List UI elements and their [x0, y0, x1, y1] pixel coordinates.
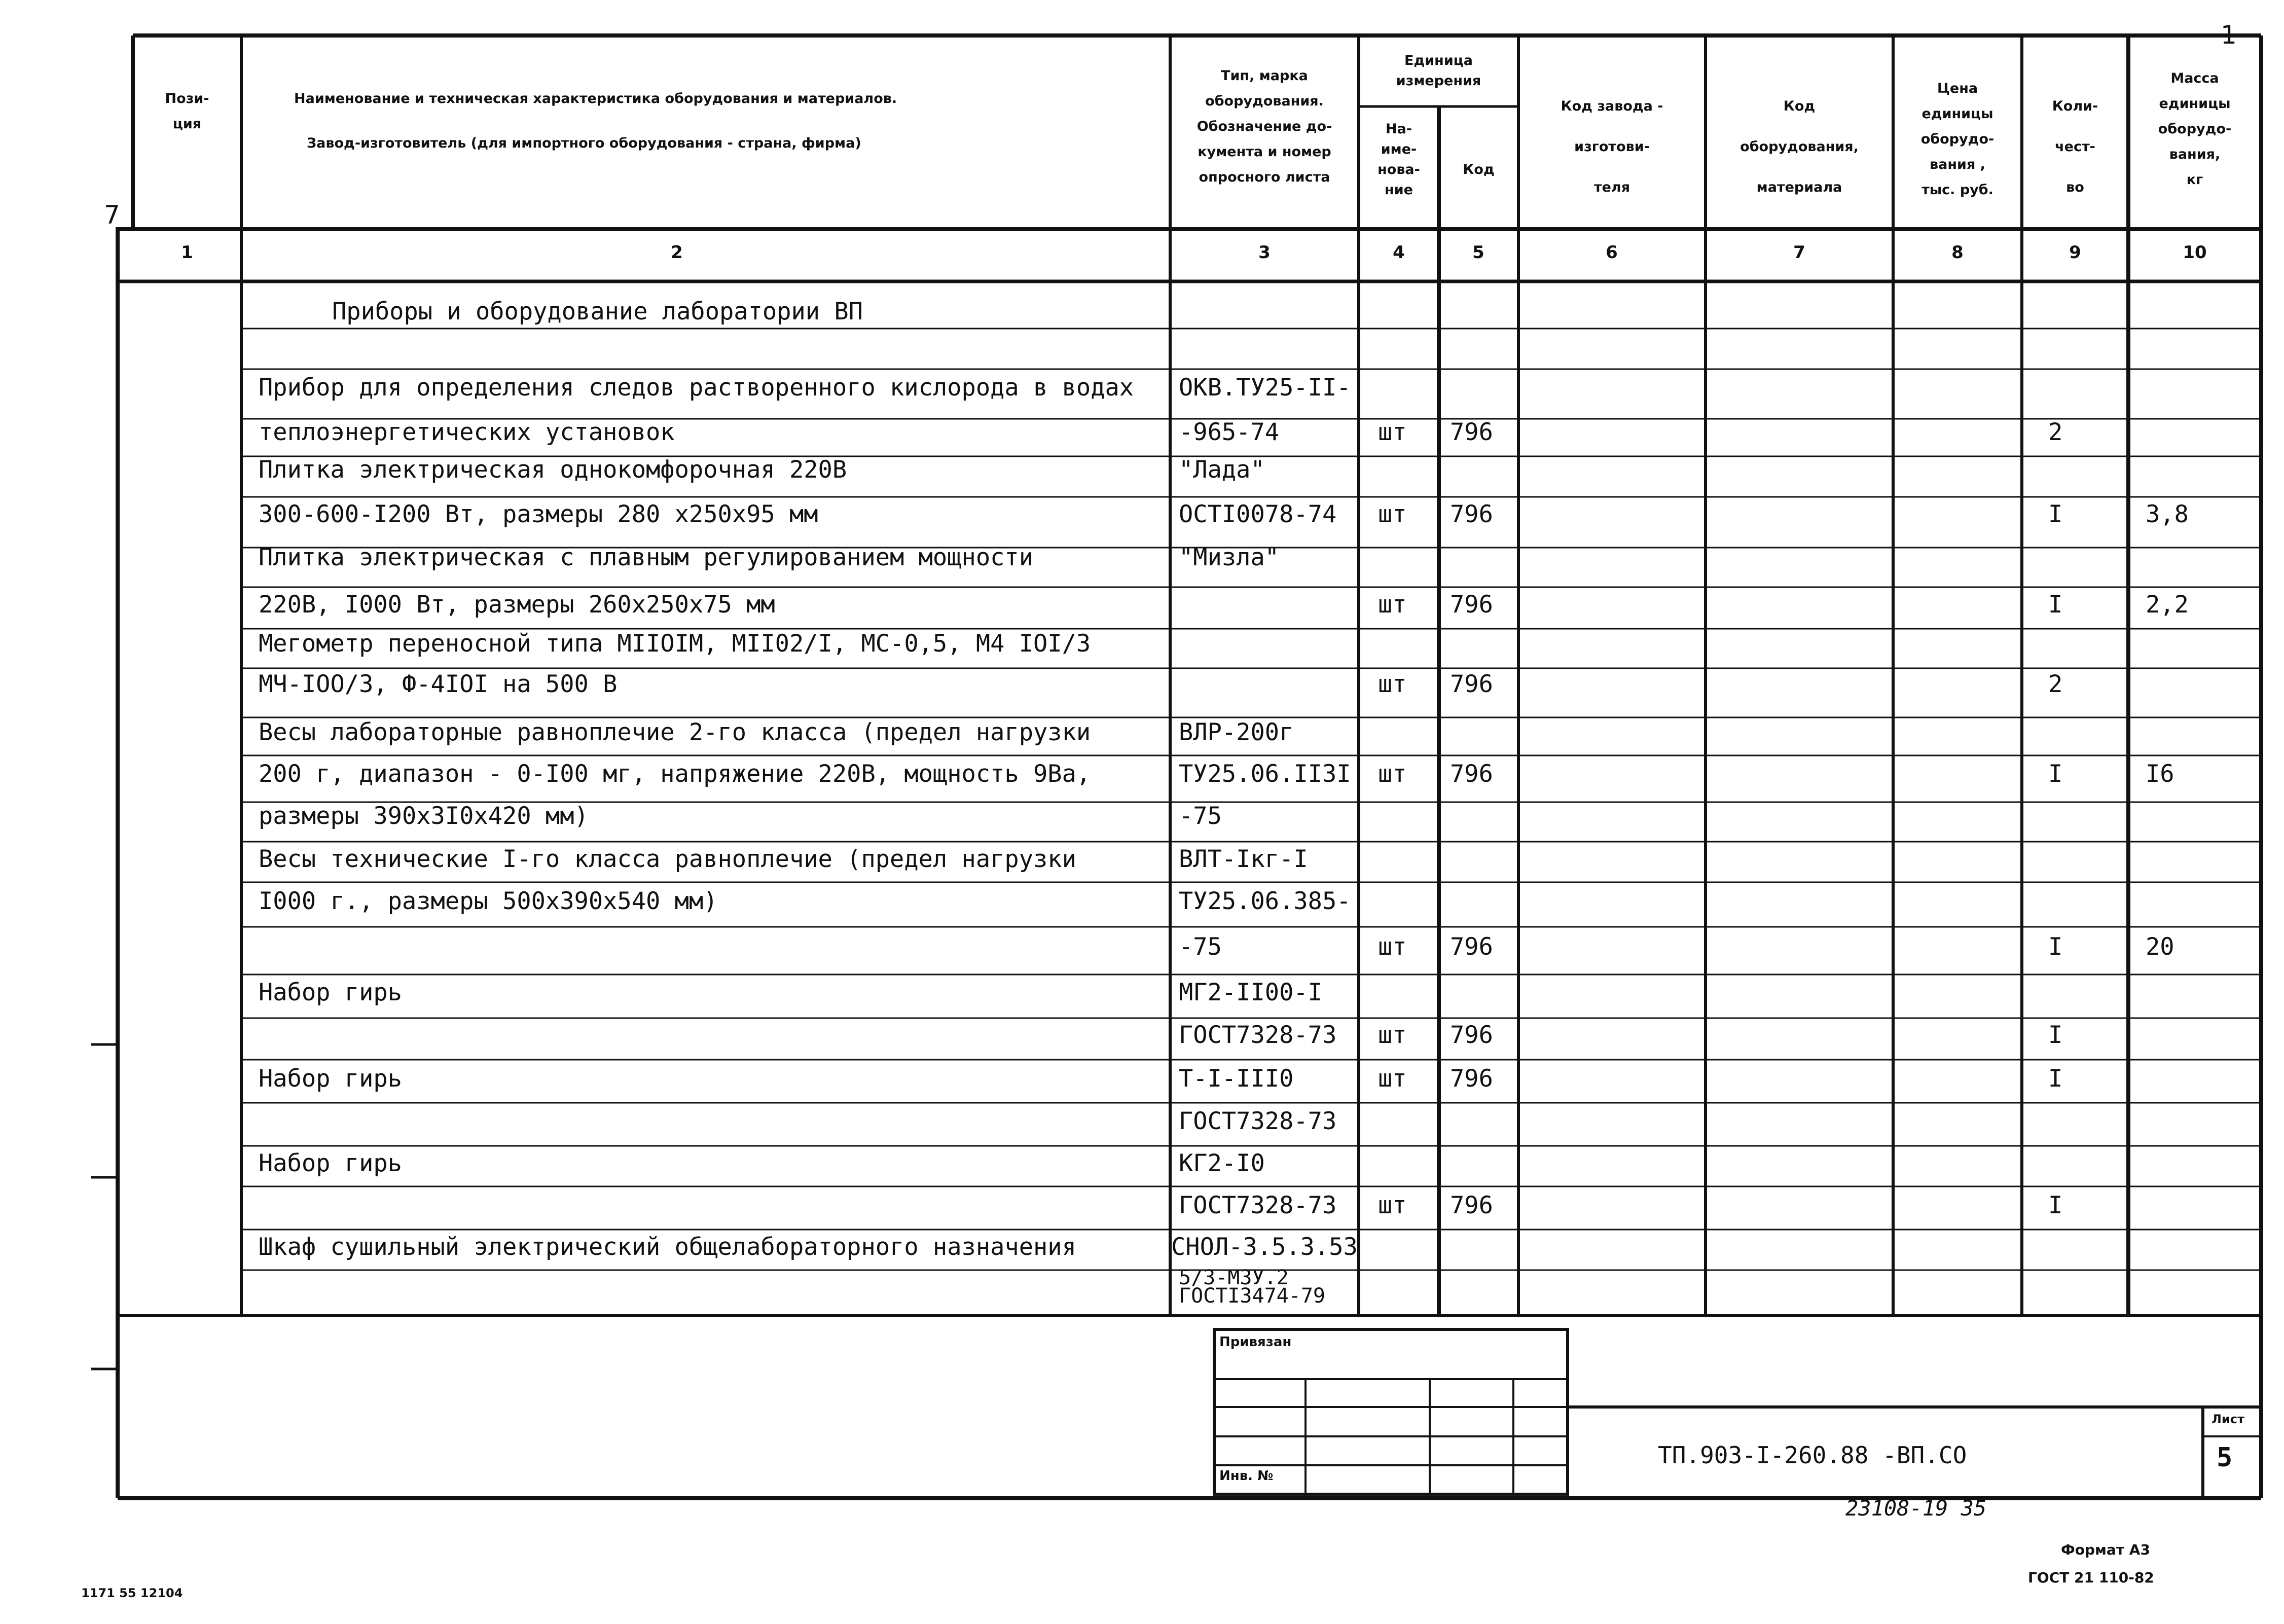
header-type: Тип, марка оборудования. Обозначение до- кумента и номер опросного листа	[1197, 68, 1332, 185]
margin-mark: 7	[104, 200, 120, 230]
item-unit: шт	[1378, 1065, 1407, 1093]
item-name: Набор гирь	[259, 1149, 402, 1177]
item-type: "Мизла"	[1179, 544, 1280, 571]
item-quantity: I	[2048, 1021, 2063, 1049]
item-type: ОСТI0078-74	[1179, 500, 1337, 528]
item-mass: 20	[2146, 933, 2174, 961]
item-name: I000 г., размеры 500х390х540 мм)	[259, 887, 718, 915]
item-type: МГ2-II00-I	[1179, 979, 1322, 1006]
col-number: 2	[671, 242, 683, 263]
item-name: 220В, I000 Вт, размеры 260х250х75 мм	[259, 591, 775, 619]
sheet-label: Лист	[2212, 1412, 2244, 1426]
item-name: Мегометр переносной типа МIIОIМ, МII02/I, МС-0,5, М4 IОI/3	[259, 630, 1091, 658]
item-name: МЧ-IОО/3, Ф-4IОI на 500 В	[259, 670, 618, 698]
header-unit-name: На- име- нова- ние	[1377, 121, 1420, 198]
archive-number: 23108-19 35	[1845, 1496, 1987, 1521]
header-equipment-code: Код оборудования, материала	[1740, 98, 1859, 195]
item-type: ТУ25.06.II3I	[1179, 760, 1351, 788]
header-quantity: Коли- чест- во	[2052, 98, 2098, 195]
item-name: Плитка электрическая однокомфорочная 220В	[259, 456, 847, 484]
item-type: "Лада"	[1179, 456, 1265, 484]
item-name: Весы лабораторные равноплечие 2-го класса (предел нагрузки	[259, 718, 1091, 746]
item-unit: шт	[1378, 1021, 1407, 1049]
inv-no-label: Инв. №	[1219, 1468, 1274, 1484]
col-number: 1	[181, 242, 193, 263]
item-type: ОКВ.ТУ25-II-	[1179, 374, 1351, 402]
item-name: 200 г, диапазон - 0-I00 мг, напряжение 220В, мощность 9Ва,	[259, 760, 1091, 788]
item-type: ГОСТ7328-73	[1179, 1192, 1337, 1219]
header-unit: Единица измерения	[1396, 53, 1481, 89]
item-type: ГОСТ7328-73	[1179, 1021, 1337, 1049]
item-type: 5/3-М3У.2 ГОСТI3474-79	[1179, 1266, 1325, 1308]
item-name: Набор гирь	[259, 1065, 402, 1093]
col-number: 7	[1793, 242, 1805, 263]
item-unit-code: 796	[1450, 670, 1493, 698]
header-unit-code: Код	[1463, 162, 1495, 177]
corner-mark: 1	[2221, 20, 2237, 50]
col-number: 6	[1606, 242, 1618, 263]
col-number: 8	[1951, 242, 1964, 263]
item-unit-code: 796	[1450, 418, 1493, 446]
format-label: Формат А3	[2061, 1541, 2150, 1558]
item-unit-code: 796	[1450, 933, 1493, 961]
header-mass: Масса единицы оборудо- вания, кг	[2158, 70, 2232, 188]
item-unit-code: 796	[1450, 1192, 1493, 1219]
col-number: 4	[1393, 242, 1405, 263]
section-title: Приборы и оборудование лаборатории ВП	[332, 298, 863, 326]
header-position: Пози- ция	[165, 91, 209, 132]
col-number: 5	[1472, 242, 1484, 263]
item-unit: шт	[1378, 1192, 1407, 1219]
item-mass: 2,2	[2146, 591, 2189, 619]
item-unit: шт	[1378, 760, 1407, 788]
item-name: Весы технические I-го класса равноплечие (предел нагрузки	[259, 845, 1076, 873]
item-mass: 3,8	[2146, 500, 2189, 528]
item-unit-code: 796	[1450, 1065, 1493, 1093]
item-quantity: I	[2048, 591, 2063, 619]
header-price: Цена единицы оборудо- вания , тыс. руб.	[1920, 81, 1995, 198]
item-unit-code: 796	[1450, 760, 1493, 788]
item-quantity: I	[2048, 500, 2063, 528]
item-type: -75	[1179, 933, 1222, 961]
item-type: -965-74	[1179, 418, 1280, 446]
item-name: Прибор для определения следов растворенного кислорода в водах	[259, 374, 1134, 402]
sheet-number: 5	[2217, 1442, 2233, 1473]
item-type: ГОСТ7328-73	[1179, 1107, 1337, 1135]
item-unit-code: 796	[1450, 591, 1493, 619]
bottom-left-code: 1171 55 12104	[81, 1586, 183, 1600]
item-type: ТУ25.06.385-	[1179, 887, 1351, 915]
item-type: ВЛР-200г	[1179, 718, 1294, 746]
item-name: 300-600-I200 Вт, размеры 280 х250х95 мм	[259, 500, 818, 528]
item-quantity: 2	[2048, 670, 2063, 698]
item-quantity: I	[2048, 760, 2063, 788]
col-number: 10	[2183, 242, 2207, 263]
item-mass: I6	[2146, 760, 2174, 788]
item-quantity: I	[2048, 933, 2063, 961]
item-unit: шт	[1378, 670, 1407, 698]
item-name: размеры 390х3I0х420 мм)	[259, 802, 589, 830]
item-unit: шт	[1378, 500, 1407, 528]
item-type: -75	[1179, 802, 1222, 830]
privyazan-label: Привязан	[1219, 1334, 1292, 1350]
item-type: ВЛТ-Iкг-I	[1179, 845, 1308, 873]
item-unit-code: 796	[1450, 1021, 1493, 1049]
item-type: Т-I-III0	[1179, 1065, 1294, 1093]
item-quantity: I	[2048, 1065, 2063, 1093]
col-number: 9	[2069, 242, 2081, 263]
item-unit: шт	[1378, 591, 1407, 619]
item-type: СНОЛ-3.5.3.53	[1171, 1233, 1358, 1261]
item-name: Плитка электрическая с плавным регулированием мощности	[259, 544, 1034, 571]
item-unit: шт	[1378, 418, 1407, 446]
item-quantity: I	[2048, 1192, 2063, 1219]
gost-label: ГОСТ 21 110-82	[2028, 1569, 2154, 1586]
item-name: Шкаф сушильный электрический общелабораторного назначения	[259, 1233, 1076, 1261]
header-name: Наименование и техническая характеристика оборудования и материалов. Завод-изготовитель (для импортного оборудования - страна, фирма)	[294, 91, 897, 151]
item-quantity: 2	[2048, 418, 2063, 446]
item-name: Набор гирь	[259, 979, 402, 1006]
item-type: КГ2-I0	[1179, 1149, 1265, 1177]
header-factory-code: Код завода - изготови- теля	[1561, 98, 1663, 195]
item-unit-code: 796	[1450, 500, 1493, 528]
item-unit: шт	[1378, 933, 1407, 961]
item-name: теплоэнергетических установок	[259, 418, 675, 446]
col-number: 3	[1258, 242, 1271, 263]
document-code: ТП.903-I-260.88 -ВП.СО	[1658, 1441, 1967, 1469]
